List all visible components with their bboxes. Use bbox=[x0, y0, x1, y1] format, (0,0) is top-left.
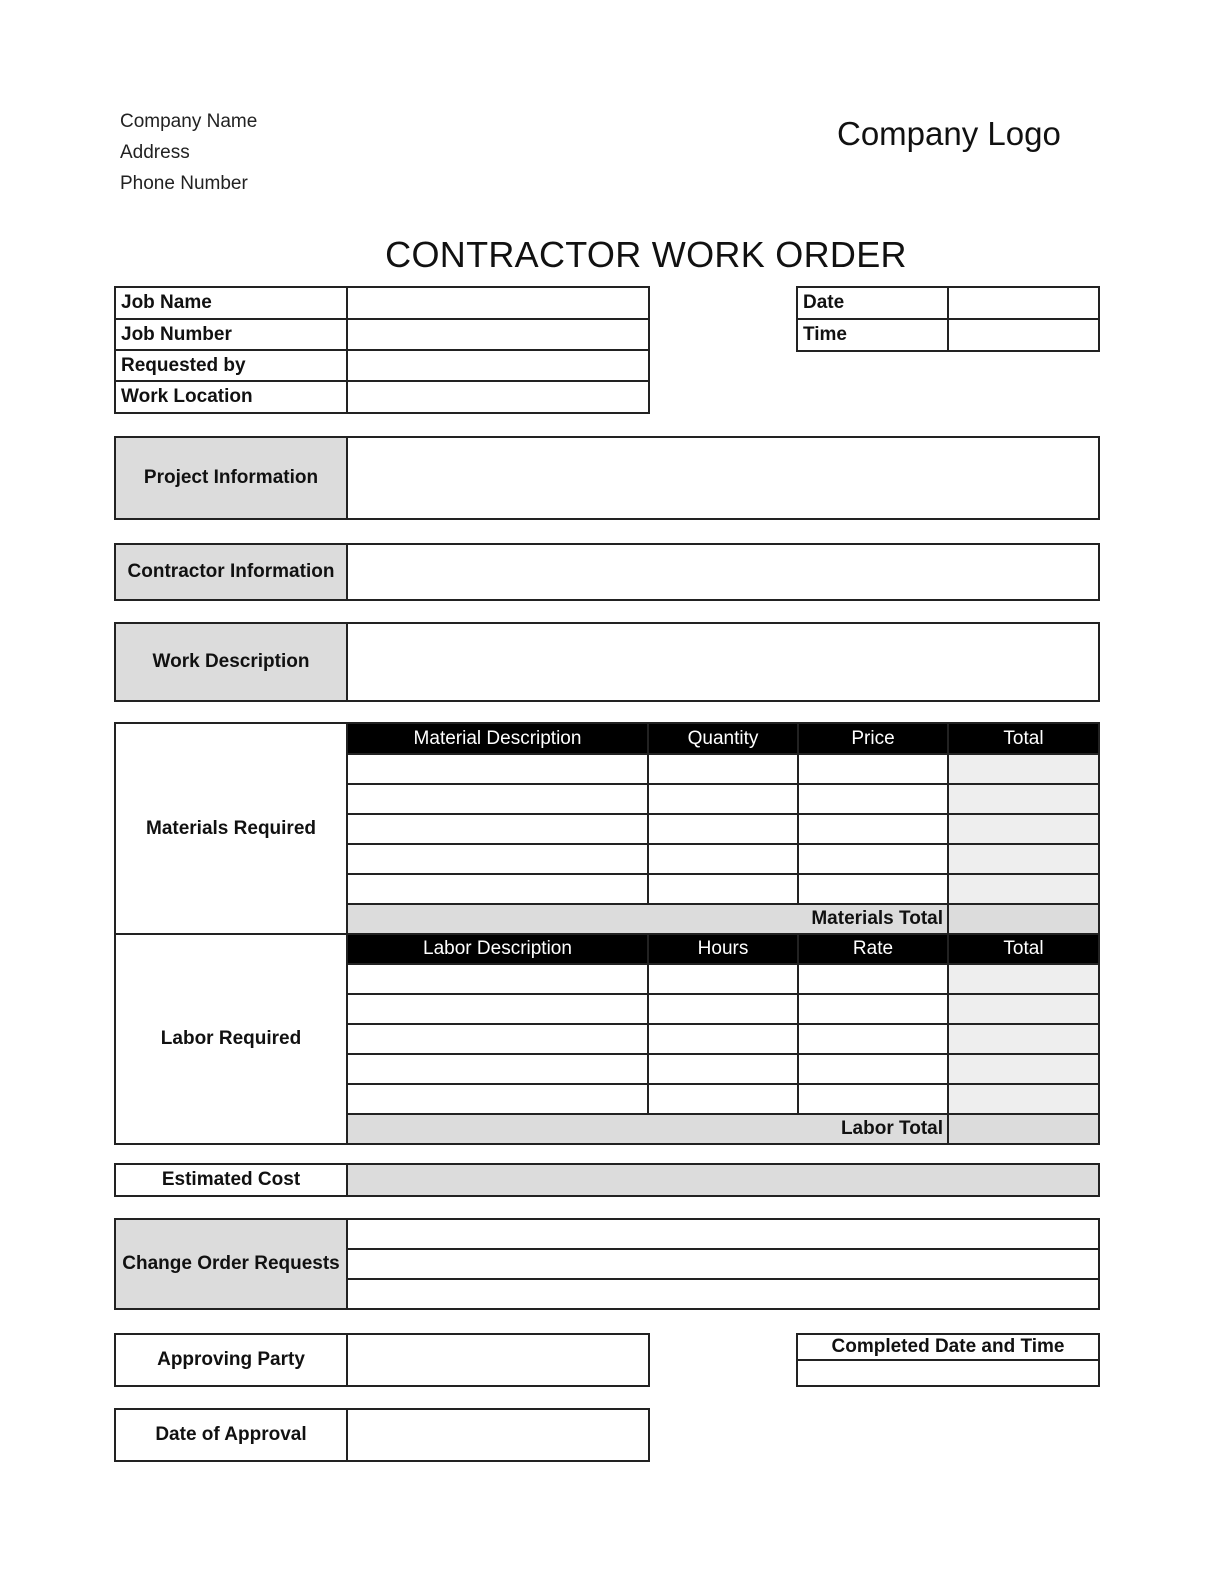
company-name: Company Name bbox=[120, 111, 258, 132]
company-address: Address bbox=[120, 142, 190, 163]
date-label: Date bbox=[797, 287, 948, 319]
rate-cell[interactable] bbox=[798, 1054, 948, 1084]
price-cell[interactable] bbox=[798, 844, 948, 874]
job-name-field[interactable] bbox=[347, 287, 649, 319]
contractor-information-table bbox=[114, 543, 1100, 601]
labor-description-header: Labor Description bbox=[347, 934, 648, 964]
approving-party-table bbox=[114, 1333, 650, 1387]
hours-cell[interactable] bbox=[648, 1084, 798, 1114]
work-location-label: Work Location bbox=[115, 381, 347, 413]
work-location-field[interactable] bbox=[347, 381, 649, 413]
labor-total-cell bbox=[948, 1024, 1099, 1054]
labor-description-cell[interactable] bbox=[347, 964, 648, 994]
price-cell[interactable] bbox=[798, 814, 948, 844]
job-name-label: Job Name bbox=[115, 287, 347, 319]
materials-total-value bbox=[948, 904, 1099, 934]
labor-description-cell[interactable] bbox=[347, 1054, 648, 1084]
company-logo: Company Logo bbox=[837, 115, 1061, 152]
project-information-table bbox=[114, 436, 1100, 520]
approving-party-label: Approving Party bbox=[115, 1334, 347, 1386]
job-info-table bbox=[114, 286, 650, 414]
material-total-cell bbox=[948, 754, 1099, 784]
materials-total-header: Total bbox=[948, 723, 1099, 754]
material-description-cell[interactable] bbox=[347, 784, 648, 814]
material-total-cell bbox=[948, 874, 1099, 904]
labor-total-cell bbox=[948, 994, 1099, 1024]
quantity-cell[interactable] bbox=[648, 784, 798, 814]
material-description-header: Material Description bbox=[347, 723, 648, 754]
labor-description-cell[interactable] bbox=[347, 1084, 648, 1114]
quantity-cell[interactable] bbox=[648, 874, 798, 904]
estimated-cost-value bbox=[347, 1164, 1099, 1196]
date-of-approval-label: Date of Approval bbox=[115, 1409, 347, 1461]
labor-total-cell bbox=[948, 1054, 1099, 1084]
material-description-cell[interactable] bbox=[347, 844, 648, 874]
date-time-table bbox=[796, 286, 1100, 352]
company-phone: Phone Number bbox=[120, 173, 248, 194]
hours-cell[interactable] bbox=[648, 964, 798, 994]
rate-cell[interactable] bbox=[798, 964, 948, 994]
price-cell[interactable] bbox=[798, 784, 948, 814]
labor-total-cell bbox=[948, 964, 1099, 994]
date-of-approval-field[interactable] bbox=[347, 1409, 649, 1461]
project-information-field[interactable] bbox=[347, 437, 1099, 519]
labor-description-cell[interactable] bbox=[347, 994, 648, 1024]
job-number-field[interactable] bbox=[347, 319, 649, 350]
materials-required-label: Materials Required bbox=[115, 723, 347, 934]
price-header: Price bbox=[798, 723, 948, 754]
price-cell[interactable] bbox=[798, 754, 948, 784]
materials-total-label: Materials Total bbox=[347, 904, 948, 934]
time-field[interactable] bbox=[948, 319, 1099, 351]
rate-cell[interactable] bbox=[798, 994, 948, 1024]
estimated-cost-table bbox=[114, 1163, 1100, 1197]
labor-total-label: Labor Total bbox=[347, 1114, 948, 1144]
work-description-label: Work Description bbox=[115, 623, 347, 701]
approving-party-field[interactable] bbox=[347, 1334, 649, 1386]
quantity-cell[interactable] bbox=[648, 814, 798, 844]
work-description-field[interactable] bbox=[347, 623, 1099, 701]
material-description-cell[interactable] bbox=[347, 874, 648, 904]
rate-header: Rate bbox=[798, 934, 948, 964]
labor-description-cell[interactable] bbox=[347, 1024, 648, 1054]
change-order-label: Change Order Requests bbox=[115, 1219, 347, 1309]
estimated-cost-label: Estimated Cost bbox=[115, 1164, 347, 1196]
completed-field[interactable] bbox=[797, 1360, 1099, 1386]
material-total-cell bbox=[948, 814, 1099, 844]
labor-total-value bbox=[948, 1114, 1099, 1144]
quantity-cell[interactable] bbox=[648, 754, 798, 784]
labor-total-cell bbox=[948, 1084, 1099, 1114]
time-label: Time bbox=[797, 319, 948, 351]
labor-required-label: Labor Required bbox=[115, 934, 347, 1144]
contractor-information-label: Contractor Information bbox=[115, 544, 347, 600]
material-description-cell[interactable] bbox=[347, 754, 648, 784]
company-info bbox=[120, 106, 257, 199]
labor-total-header: Total bbox=[948, 934, 1099, 964]
change-order-line[interactable] bbox=[347, 1249, 1099, 1279]
page-title: CONTRACTOR WORK ORDER bbox=[385, 234, 907, 275]
quantity-header: Quantity bbox=[648, 723, 798, 754]
change-order-line[interactable] bbox=[347, 1219, 1099, 1249]
materials-labor-table bbox=[114, 722, 1100, 1145]
change-order-line[interactable] bbox=[347, 1279, 1099, 1309]
completed-table bbox=[796, 1333, 1100, 1387]
completed-label: Completed Date and Time bbox=[797, 1334, 1099, 1360]
rate-cell[interactable] bbox=[798, 1024, 948, 1054]
material-total-cell bbox=[948, 844, 1099, 874]
hours-cell[interactable] bbox=[648, 994, 798, 1024]
project-information-label: Project Information bbox=[115, 437, 347, 519]
requested-by-label: Requested by bbox=[115, 350, 347, 381]
material-description-cell[interactable] bbox=[347, 814, 648, 844]
price-cell[interactable] bbox=[798, 874, 948, 904]
quantity-cell[interactable] bbox=[648, 844, 798, 874]
hours-cell[interactable] bbox=[648, 1024, 798, 1054]
date-of-approval-table bbox=[114, 1408, 650, 1462]
material-total-cell bbox=[948, 784, 1099, 814]
work-description-table bbox=[114, 622, 1100, 702]
change-order-table bbox=[114, 1218, 1100, 1310]
hours-cell[interactable] bbox=[648, 1054, 798, 1084]
rate-cell[interactable] bbox=[798, 1084, 948, 1114]
contractor-information-field[interactable] bbox=[347, 544, 1099, 600]
requested-by-field[interactable] bbox=[347, 350, 649, 381]
date-field[interactable] bbox=[948, 287, 1099, 319]
job-number-label: Job Number bbox=[115, 319, 347, 350]
hours-header: Hours bbox=[648, 934, 798, 964]
